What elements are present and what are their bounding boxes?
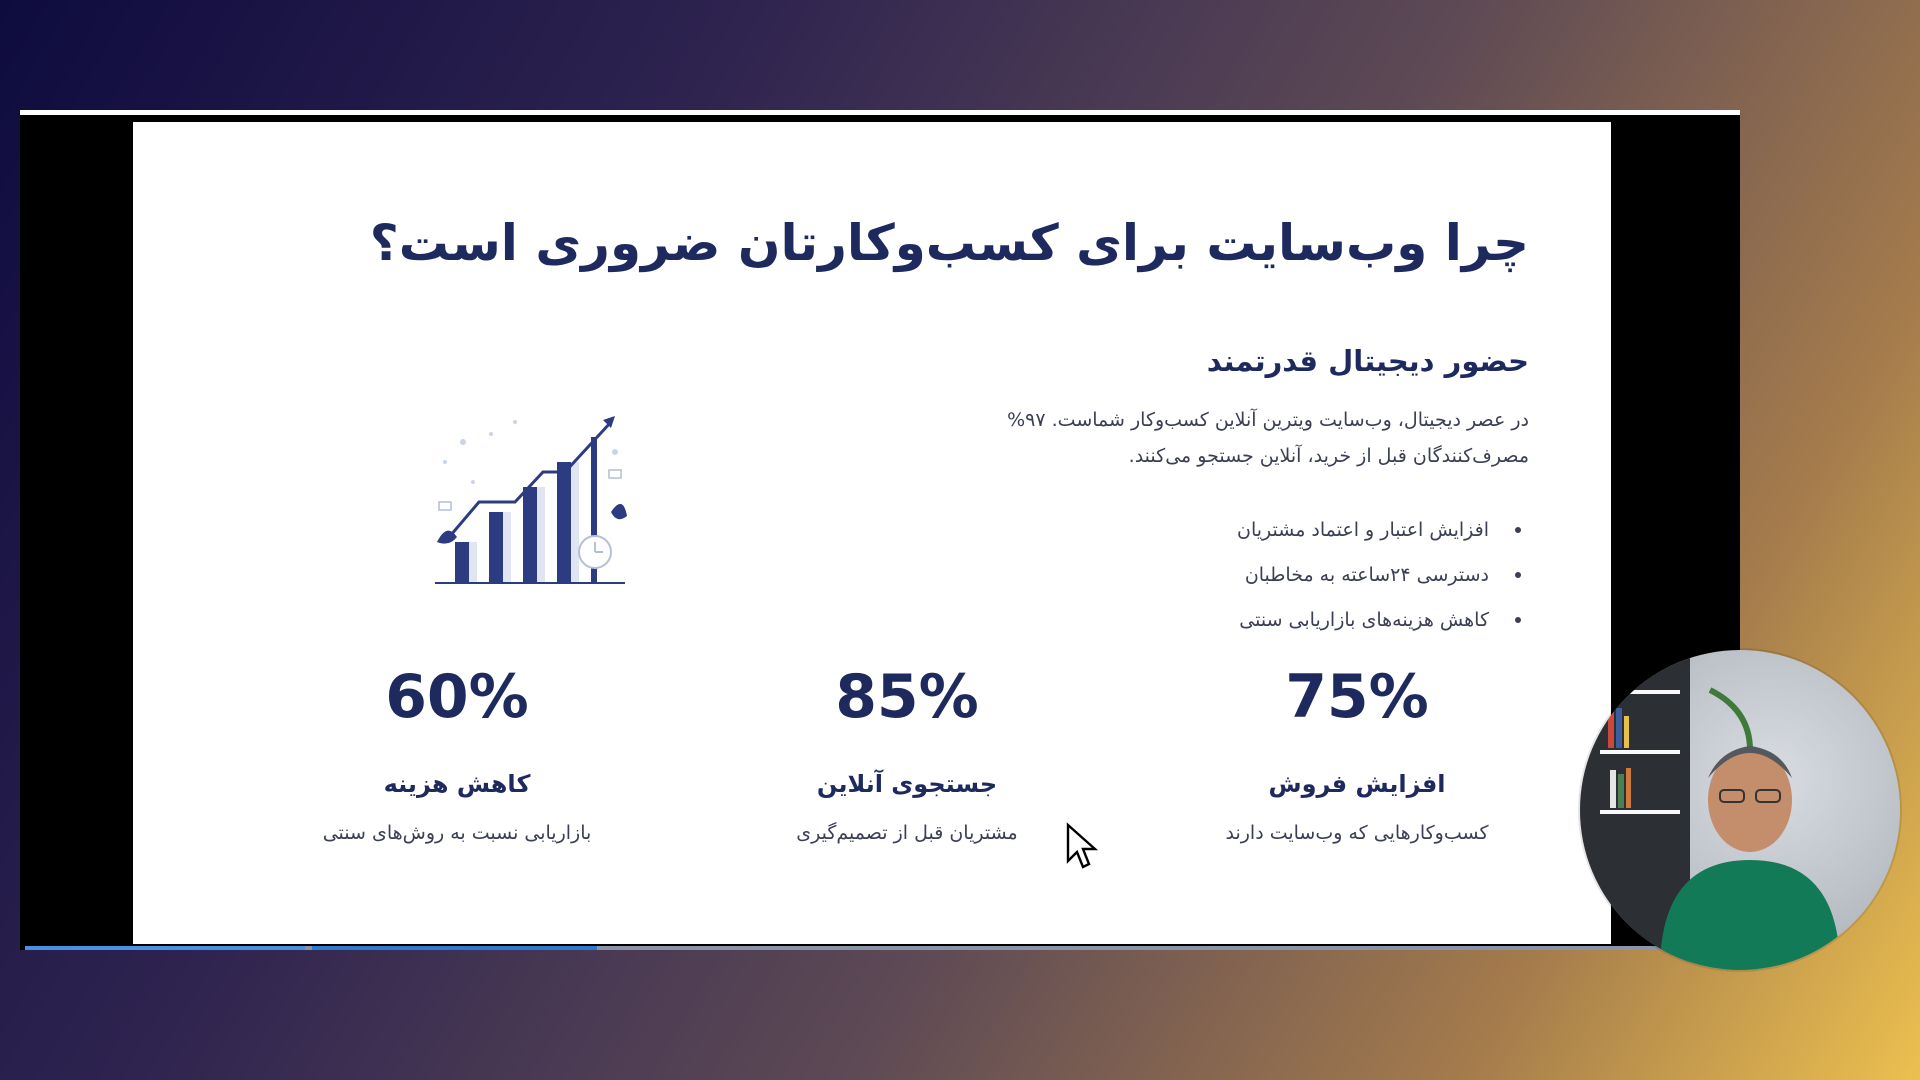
bullet-icon [1515,572,1521,578]
presenter-webcam [1580,650,1900,970]
growth-chart-icon [415,392,635,592]
stat-value: 60% [385,662,529,732]
stat-card-cost [247,662,667,848]
stat-value: 85% [835,662,979,732]
presentation-player [20,110,1740,950]
slide [133,122,1611,944]
intro-paragraph: در عصر دیجیتال، وب‌سایت ویترین آنلاین کسب‌وکار شماست. ۹۷% مصرف‌کنندگان قبل از خرید، آنلاین جستجو می‌کنند. [1007,409,1529,467]
list-item [1237,553,1529,598]
stat-description: کسب‌وکارهایی که وب‌سایت دارند [1225,822,1489,844]
stat-card-sales [1147,662,1567,848]
presentation-progress-bar[interactable] [25,946,1725,950]
stat-card-search [697,662,1117,848]
section-heading: حضور دیجیتال قدرتمند [1206,344,1529,378]
stat-value: 75% [1285,662,1429,732]
list-item-text: کاهش هزینه‌های بازاریابی سنتی [1239,609,1489,631]
stat-description: مشتریان قبل از تصمیم‌گیری [796,822,1018,844]
progress-segment [25,946,305,950]
stat-label: کاهش هزینه [383,770,531,798]
list-item [1237,598,1529,643]
slide-title: چرا وب‌سایت برای کسب‌وکارتان ضروری است؟ [369,214,1529,272]
mouse-cursor-icon [1065,822,1101,870]
bullet-icon [1515,617,1521,623]
list-item [1237,508,1529,553]
bullet-icon [1515,527,1521,533]
stat-label: افزایش فروش [1268,770,1446,798]
list-item-text: افزایش اعتبار و اعتماد مشتریان [1237,519,1489,541]
stat-label: جستجوی آنلاین [816,770,998,798]
benefits-list [1237,508,1529,643]
stat-description: بازاریابی نسبت به روش‌های سنتی [322,822,592,844]
progress-segment-current [312,946,597,950]
list-item-text: دسترسی ۲۴ساعته به مخاطبان [1244,564,1489,586]
stats-row [133,662,1611,862]
